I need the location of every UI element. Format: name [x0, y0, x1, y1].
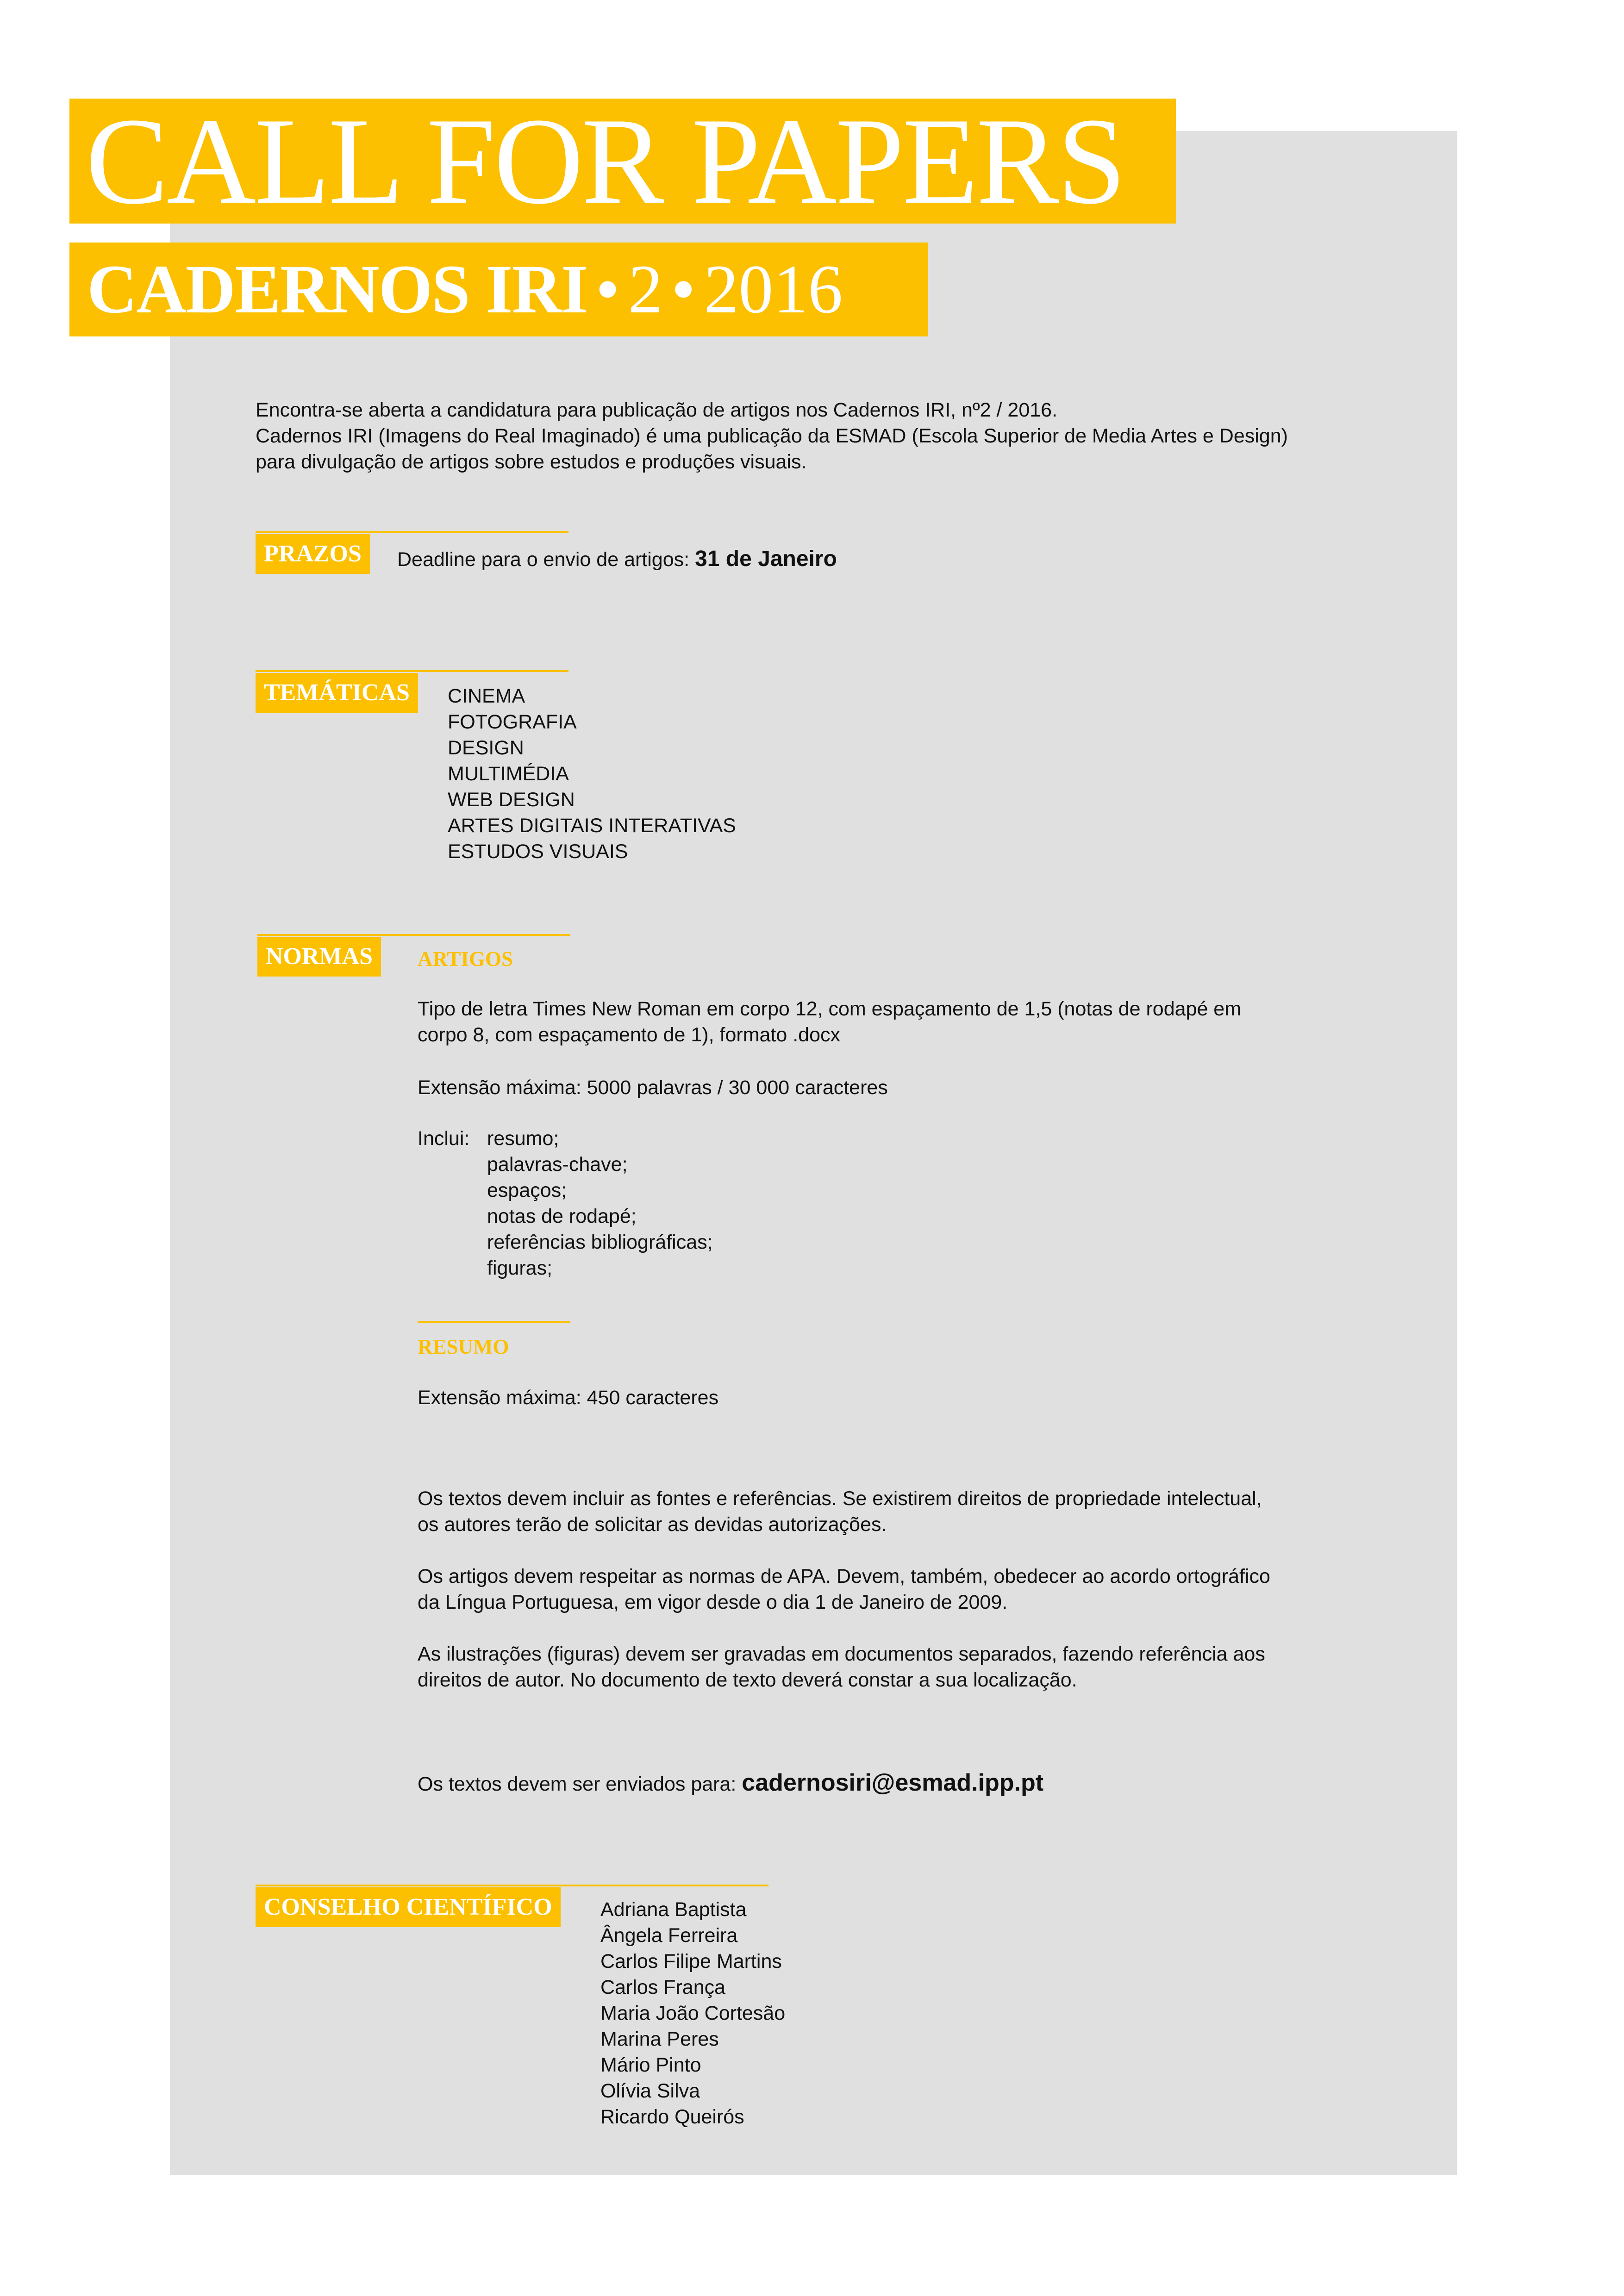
list-item: referências bibliográficas; — [487, 1231, 713, 1253]
list-item: Marina Peres — [600, 2028, 719, 2050]
section-label-conselho: CONSELHO CIENTÍFICO — [256, 1887, 561, 1927]
subtitle-issue: 2 — [628, 251, 663, 328]
section-rule — [256, 1885, 768, 1886]
paragraph-line: corpo 8, com espaçamento de 1), formato .docx — [418, 1024, 841, 1046]
section-label-tematicas: TEMÁTICAS — [256, 673, 418, 713]
list-item: Ricardo Queirós — [600, 2106, 744, 2128]
artigos-extensao: Extensão máxima: 5000 palavras / 30 000 caracteres — [418, 1076, 888, 1099]
list-item: WEB DESIGN — [448, 789, 575, 811]
list-item: Maria João Cortesão — [600, 2002, 786, 2024]
intro-paragraph — [256, 397, 1422, 475]
deadline-line — [397, 546, 837, 572]
list-item: Mário Pinto — [600, 2054, 701, 2076]
list-item: Olívia Silva — [600, 2080, 700, 2102]
section-label-normas: NORMAS — [257, 937, 381, 977]
list-item: DESIGN — [448, 737, 524, 759]
figures-paragraph — [418, 1641, 1265, 1693]
section-rule — [256, 670, 568, 672]
deadline-value: 31 de Janeiro — [695, 547, 837, 571]
paragraph-line: da Língua Portuguesa, em vigor desde o dia 1 de Janeiro de 2009. — [418, 1591, 1008, 1613]
submit-line — [418, 1770, 1043, 1797]
intro-line: Cadernos IRI (Imagens do Real Imaginado) é uma publicação da ESMAD (Escola Superior de Media Artes e Design) — [256, 425, 1288, 447]
inclui-list — [487, 1126, 713, 1281]
submit-email-link[interactable]: cadernosiri@esmad.ipp.pt — [742, 1769, 1044, 1796]
paragraph-line: Os textos devem incluir as fontes e referências. Se existirem direitos de propriedade intelectual, — [418, 1487, 1262, 1510]
subtitle-separator: • — [595, 251, 620, 328]
tematicas-list — [448, 683, 736, 865]
intro-line: para divulgação de artigos sobre estudos e produções visuais. — [256, 451, 807, 473]
list-item: Carlos França — [600, 1976, 726, 1998]
paragraph-line: direitos de autor. No documento de texto deverá constar a sua localização. — [418, 1669, 1077, 1691]
list-item: ARTES DIGITAIS INTERATIVAS — [448, 815, 736, 837]
subsection-rule — [418, 1321, 570, 1323]
list-item: MULTIMÉDIA — [448, 763, 569, 785]
deadline-text: Deadline para o envio de artigos: — [397, 548, 690, 571]
list-item: Adriana Baptista — [600, 1898, 747, 1921]
page-subtitle — [69, 243, 928, 336]
list-item: resumo; — [487, 1127, 559, 1150]
paragraph-line: Os artigos devem respeitar as normas de APA. Devem, também, obedecer ao acordo ortográfico — [418, 1565, 1270, 1587]
subheading-resumo: RESUMO — [418, 1335, 509, 1358]
paragraph-line: os autores terão de solicitar as devidas autorizações. — [418, 1513, 887, 1536]
list-item: figuras; — [487, 1257, 553, 1279]
section-label-prazos: PRAZOS — [256, 534, 370, 574]
subtitle-separator: • — [671, 251, 696, 328]
intro-line: Encontra-se aberta a candidatura para publicação de artigos nos Cadernos IRI, nº2 / 2016. — [256, 399, 1058, 421]
apa-paragraph — [418, 1563, 1270, 1615]
paragraph-line: Tipo de letra Times New Roman em corpo 12, com espaçamento de 1,5 (notas de rodapé em — [418, 998, 1242, 1020]
list-item: espaços; — [487, 1179, 567, 1201]
inclui-label: Inclui: — [418, 1127, 470, 1150]
subtitle-name: CADERNOS IRI — [87, 251, 587, 328]
page-title: CALL FOR PAPERS — [69, 99, 1176, 224]
list-item: CINEMA — [448, 685, 525, 707]
subtitle-year: 2016 — [704, 251, 843, 328]
list-item: ESTUDOS VISUAIS — [448, 840, 628, 863]
sources-paragraph — [418, 1486, 1262, 1537]
list-item: Ângela Ferreira — [600, 1924, 738, 1947]
list-item: FOTOGRAFIA — [448, 711, 577, 733]
paragraph-line: As ilustrações (figuras) devem ser gravadas em documentos separados, fazendo referência aos — [418, 1643, 1265, 1665]
section-rule — [256, 531, 568, 533]
list-item: notas de rodapé; — [487, 1205, 637, 1227]
submit-text: Os textos devem ser enviados para: — [418, 1773, 737, 1795]
list-item: Carlos Filipe Martins — [600, 1950, 782, 1972]
section-rule — [257, 934, 570, 936]
conselho-list — [600, 1897, 785, 2130]
artigos-font-paragraph — [418, 996, 1241, 1048]
list-item: palavras-chave; — [487, 1153, 628, 1176]
resumo-extensao: Extensão máxima: 450 caracteres — [418, 1387, 719, 1409]
subheading-artigos: ARTIGOS — [418, 947, 513, 971]
